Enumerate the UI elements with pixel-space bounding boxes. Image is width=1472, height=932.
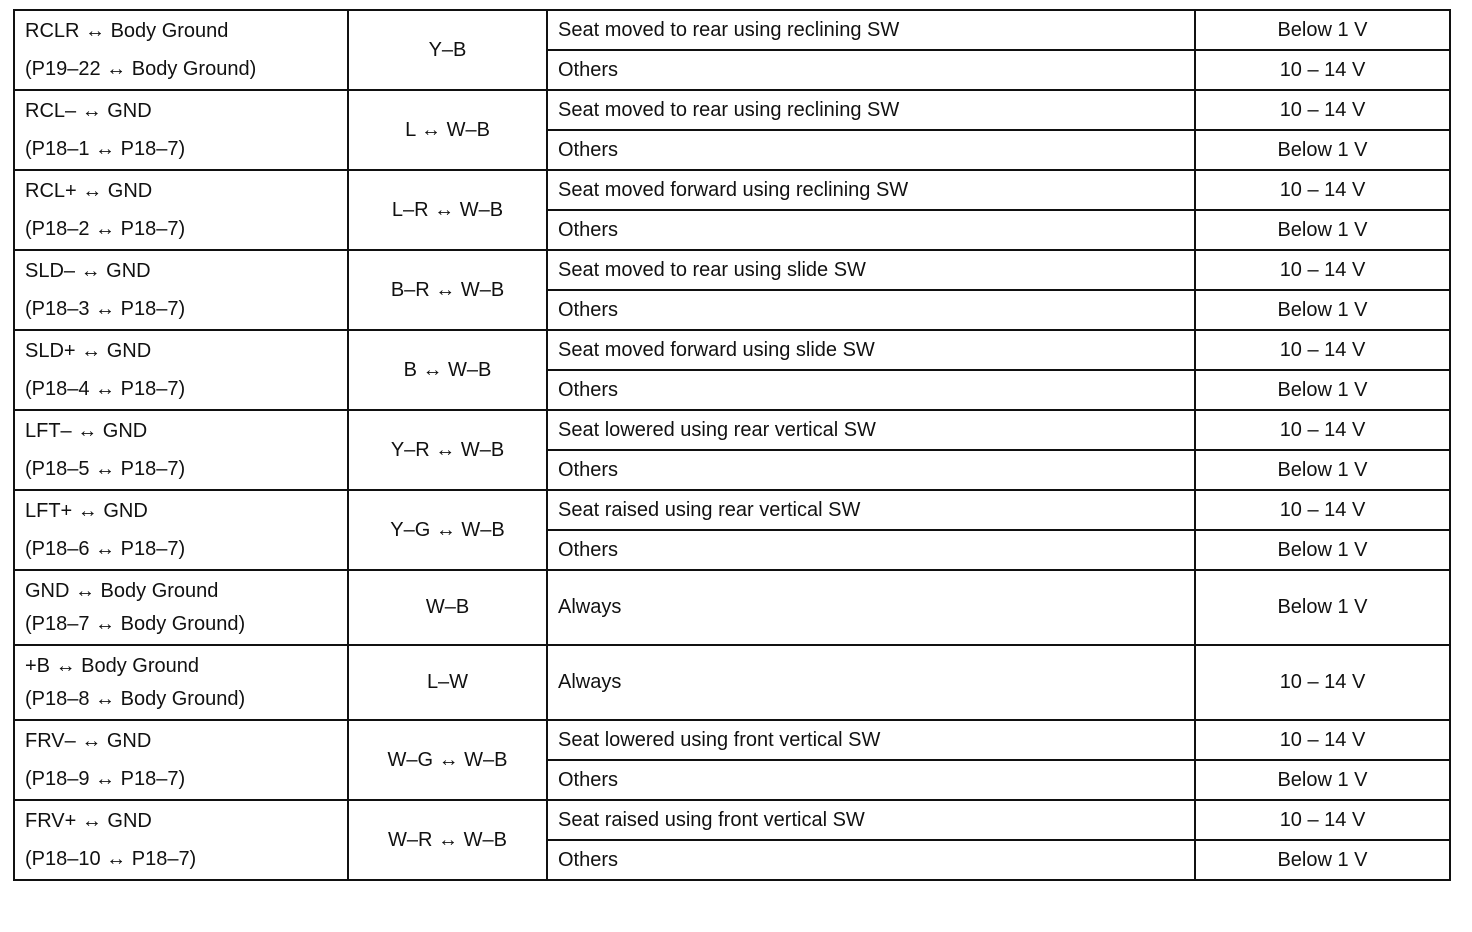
condition-cell: Seat lowered using front vertical SW <box>547 720 1195 760</box>
specified-value-cell: 10 – 14 V <box>1195 490 1450 530</box>
condition-cell: Seat raised using front vertical SW <box>547 800 1195 840</box>
terminal-cell <box>14 645 348 720</box>
terminal-pins: (P18–1 ↔ P18–7) <box>25 138 186 160</box>
terminal-pins: (P18–10 ↔ P18–7) <box>25 848 197 870</box>
terminal-pins: (P18–2 ↔ P18–7) <box>25 218 186 240</box>
condition-cell: Others <box>547 50 1195 90</box>
terminal-voltage-table <box>13 9 1451 881</box>
terminal-cell <box>14 170 348 250</box>
table-row <box>14 330 1450 370</box>
wire-color-cell: Y–R ↔ W–B <box>348 410 547 490</box>
specified-value-cell: Below 1 V <box>1195 370 1450 410</box>
terminal-name: RCL+ ↔ GND <box>25 180 153 202</box>
specified-value-cell: 10 – 14 V <box>1195 720 1450 760</box>
wire-color-cell: B ↔ W–B <box>348 330 547 410</box>
specified-value-cell: 10 – 14 V <box>1195 170 1450 210</box>
terminal-pins: (P18–6 ↔ P18–7) <box>25 538 186 560</box>
wire-color-cell: L–W <box>348 645 547 720</box>
condition-cell: Seat moved to rear using reclining SW <box>547 10 1195 50</box>
condition-cell: Others <box>547 530 1195 570</box>
condition-cell: Others <box>547 130 1195 170</box>
table-row <box>14 570 1450 645</box>
terminal-pins: (P19–22 ↔ Body Ground) <box>25 58 257 80</box>
specified-value-cell: 10 – 14 V <box>1195 250 1450 290</box>
table-row <box>14 90 1450 130</box>
specified-value-cell: Below 1 V <box>1195 450 1450 490</box>
specified-value-cell: 10 – 14 V <box>1195 645 1450 720</box>
terminal-pins: (P18–9 ↔ P18–7) <box>25 768 186 790</box>
terminal-cell <box>14 410 348 490</box>
terminal-pins: (P18–5 ↔ P18–7) <box>25 458 186 480</box>
condition-cell: Seat moved forward using reclining SW <box>547 170 1195 210</box>
specified-value-cell: 10 – 14 V <box>1195 800 1450 840</box>
table-row <box>14 490 1450 530</box>
terminal-name: GND ↔ Body Ground <box>25 579 219 602</box>
condition-cell: Others <box>547 210 1195 250</box>
terminal-name: LFT+ ↔ GND <box>25 500 148 522</box>
terminal-pins: (P18–4 ↔ P18–7) <box>25 378 186 400</box>
specified-value-cell: Below 1 V <box>1195 290 1450 330</box>
terminal-cell <box>14 250 348 330</box>
terminal-cell <box>14 10 348 90</box>
terminal-name: SLD+ ↔ GND <box>25 340 152 362</box>
condition-cell: Others <box>547 760 1195 800</box>
specified-value-cell: 10 – 14 V <box>1195 50 1450 90</box>
specified-value-cell: 10 – 14 V <box>1195 410 1450 450</box>
terminal-name: SLD– ↔ GND <box>25 260 151 282</box>
condition-cell: Others <box>547 450 1195 490</box>
specified-value-cell: 10 – 14 V <box>1195 330 1450 370</box>
condition-cell: Seat moved to rear using slide SW <box>547 250 1195 290</box>
terminal-cell <box>14 800 348 880</box>
condition-cell: Others <box>547 840 1195 880</box>
terminal-cell <box>14 330 348 410</box>
table-row <box>14 800 1450 840</box>
terminal-name: LFT– ↔ GND <box>25 420 148 442</box>
wire-color-cell: Y–G ↔ W–B <box>348 490 547 570</box>
wire-color-cell: B–R ↔ W–B <box>348 250 547 330</box>
terminal-cell <box>14 490 348 570</box>
table-row <box>14 410 1450 450</box>
terminal-name: FRV+ ↔ GND <box>25 810 152 832</box>
table-row <box>14 720 1450 760</box>
terminal-pins: (P18–3 ↔ P18–7) <box>25 298 186 320</box>
wire-color-cell: W–B <box>348 570 547 645</box>
condition-cell: Always <box>547 645 1195 720</box>
condition-cell: Seat moved to rear using reclining SW <box>547 90 1195 130</box>
terminal-cell <box>14 90 348 170</box>
condition-cell: Always <box>547 570 1195 645</box>
specified-value-cell: Below 1 V <box>1195 760 1450 800</box>
condition-cell: Seat raised using rear vertical SW <box>547 490 1195 530</box>
specified-value-cell: Below 1 V <box>1195 10 1450 50</box>
condition-cell: Seat lowered using rear vertical SW <box>547 410 1195 450</box>
specified-value-cell: Below 1 V <box>1195 130 1450 170</box>
terminal-name: FRV– ↔ GND <box>25 730 152 752</box>
table-row <box>14 10 1450 50</box>
terminal-pins: (P18–8 ↔ Body Ground) <box>25 687 246 710</box>
specified-value-cell: Below 1 V <box>1195 530 1450 570</box>
terminal-name: RCLR ↔ Body Ground <box>25 20 229 42</box>
specified-value-cell: Below 1 V <box>1195 210 1450 250</box>
wire-color-cell: L–R ↔ W–B <box>348 170 547 250</box>
wire-color-cell: L ↔ W–B <box>348 90 547 170</box>
wire-color-cell: Y–B <box>348 10 547 90</box>
table-row <box>14 170 1450 210</box>
condition-cell: Seat moved forward using slide SW <box>547 330 1195 370</box>
table-row <box>14 645 1450 720</box>
specified-value-cell: 10 – 14 V <box>1195 90 1450 130</box>
wire-color-cell: W–G ↔ W–B <box>348 720 547 800</box>
terminal-cell <box>14 570 348 645</box>
condition-cell: Others <box>547 370 1195 410</box>
wire-color-cell: W–R ↔ W–B <box>348 800 547 880</box>
terminal-name: +B ↔ Body Ground <box>25 654 199 677</box>
terminal-pins: (P18–7 ↔ Body Ground) <box>25 612 246 635</box>
specified-value-cell: Below 1 V <box>1195 840 1450 880</box>
condition-cell: Others <box>547 290 1195 330</box>
table-row <box>14 250 1450 290</box>
terminal-cell <box>14 720 348 800</box>
terminal-name: RCL– ↔ GND <box>25 100 152 122</box>
specified-value-cell: Below 1 V <box>1195 570 1450 645</box>
